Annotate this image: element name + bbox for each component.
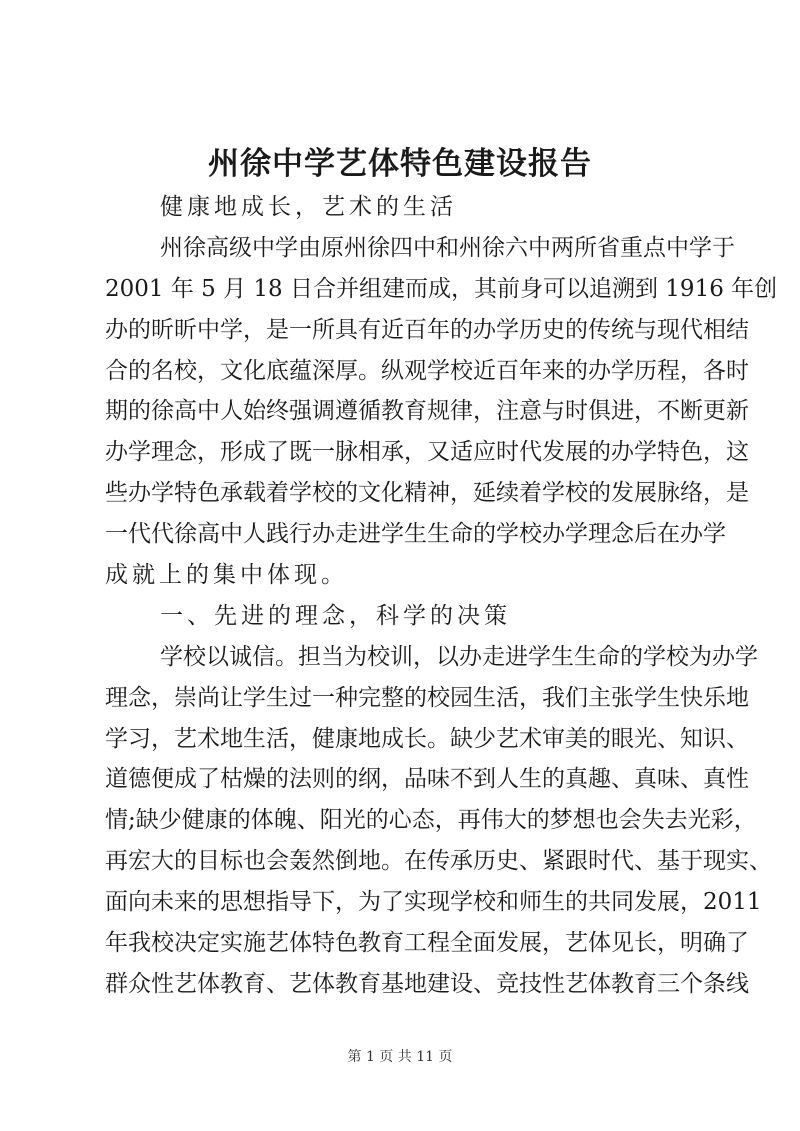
text-line: 办学理念，形成了既一脉相承，又适应时代发展的办学特色，这 (105, 439, 749, 466)
text-line: 再宏大的目标也会轰然倒地。在传承历史、紧跟时代、基于现实、 (105, 848, 772, 875)
text-line: 学习，艺术地生活，健康地成长。缺少艺术审美的眼光、知识、 (105, 725, 749, 752)
text-line: 年我校决定实施艺体特色教育工程全面发展，艺体见长，明确了 (105, 930, 749, 957)
text-line: 面向未来的思想指导下，为了实现学校和师生的共同发展，2011 (105, 889, 762, 916)
text-line: 道德便成了枯燥的法则的纲，品味不到人生的真趣、真味、真性 (105, 766, 749, 793)
subtitle-line: 健康地成长，艺术的生活 (160, 194, 457, 220)
text-line: 合的名校，文化底蕴深厚。纵观学校近百年来的办学历程，各时 (105, 357, 749, 384)
text-line: 群众性艺体教育、艺体教育基地建设、竞技性艺体教育三个条线 (105, 970, 749, 997)
text-line: 成就上的集中体现。 (105, 562, 348, 589)
text-line: 学校以诚信。担当为校训，以办走进学生生命的学校为办学 (160, 643, 758, 670)
text-line: 理念，崇尚让学生过一种完整的校园生活，我们主张学生快乐地 (105, 684, 749, 711)
text-line: 州徐高级中学由原州徐四中和州徐六中两所省重点中学于 (160, 234, 735, 261)
text-line: 情;缺少健康的体魄、阳光的心态，再伟大的梦想也会失去光彩， (105, 807, 757, 834)
text-line: 办的昕昕中学，是一所具有近百年的办学历史的传统与现代相结 (105, 316, 749, 343)
document-body (105, 187, 778, 1005)
text-line: 2001 年 5 月 18 日合并组建而成，其前身可以追溯到 1916 年创 (105, 275, 778, 302)
text-line: 些办学特色承载着学校的文化精神，延续着学校的发展脉络，是 (105, 480, 749, 507)
document-title: 州徐中学艺体特色建设报告 (208, 146, 592, 182)
page-number: 第 1 页 共 11 页 (347, 1049, 453, 1065)
text-line: 一代代徐高中人践行办走进学生生命的学校办学理念后在办学 (105, 521, 726, 548)
text-line: 期的徐高中人始终强调遵循教育规律，注意与时俱进，不断更新 (105, 398, 749, 425)
section-heading: 一、先进的理念，科学的决策 (160, 602, 511, 629)
